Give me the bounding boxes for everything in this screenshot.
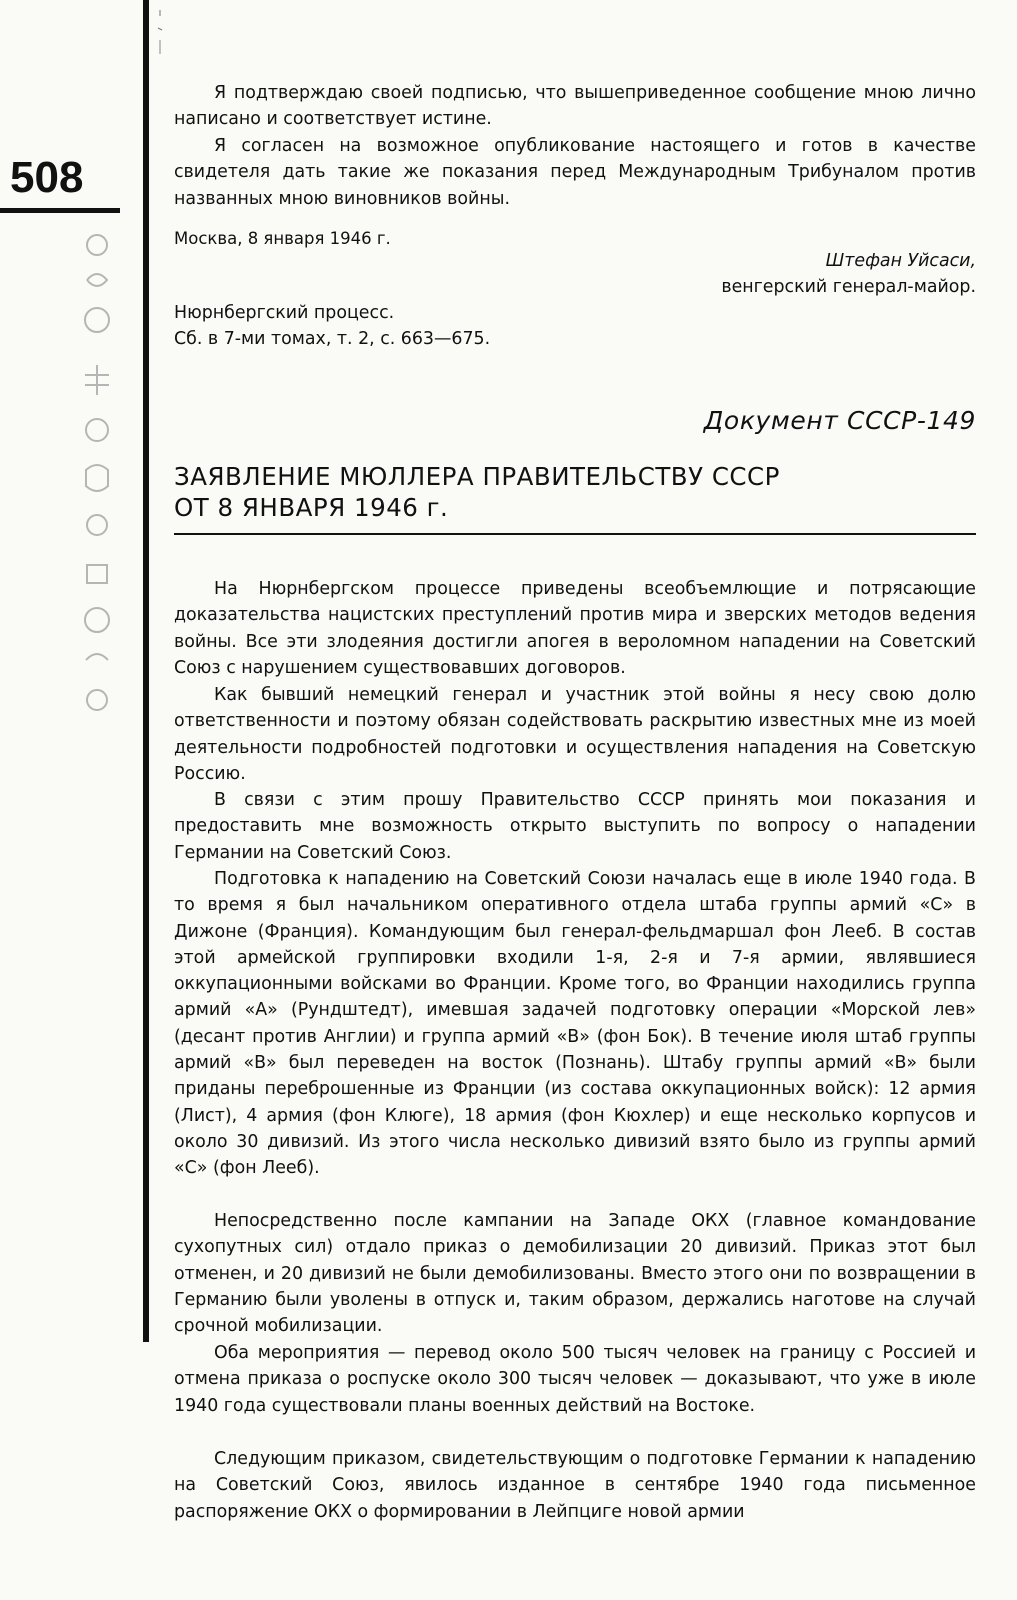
confirmation-paragraph: Я подтверждаю своей подписью, что вышеприведенное сообщение мною лично написано и соответствует истине. (174, 83, 976, 130)
body-paragraph-1: На Нюрнбергском процессе приведены всеобъемлющие и потрясающие доказательства нацистских преступлений против мира и зверских методов ведения войны. Все эти злодеяния достигли апогея в вероломном нападении на Советский Союз с нарушением существовавших договоров. (174, 579, 976, 678)
document-title-line-1: ЗАЯВЛЕНИЕ МЮЛЛЕРА ПРАВИТЕЛЬСТВУ СССР (174, 462, 780, 491)
page-number: 508 (10, 153, 84, 202)
body-paragraph-6: Оба мероприятия — перевод около 500 тысяч человек на границу с Россией и отмена приказа о роспуске около 300 тысяч человек — доказывают, что уже в июле 1940 года существовали планы военных действий на Востоке. (174, 1343, 976, 1416)
body-paragraph-4: Подготовка к нападению на Советский Союзи началась еще в июле 1940 года. В то время я был начальником оперативного отдела штаба группы армий «С» в Дижоне (Франция). Командующим был генерал-фельдмаршал фон Лееб. В состав этой армейской группировки входили 1-я, 2-я и 7-я армии, являвшиеся оккупационными войсками во Франции. Кроме того, во Франции находились группа армий «А» (Рундштедт), имевшая задачей подготовку операции «Морской лев» (десант против Англии) и группа армий «В» (фон Бок). В течение июля штаб группы армий «В» был переведен на восток (Познань). Штабу группы армий «В» были приданы переброшенные из Франции (из состава оккупационных войск): 12 армия (Лист), 4 армия (фон Клюге), 18 армия (фон Кюхлер) и еще несколько корпусов и около 30 дивизий. Из этого числа несколько дивизий взято было из группы армий «С» (фон Лееб). (174, 869, 976, 1179)
margin-bar (143, 0, 149, 1342)
title-rule (174, 533, 976, 535)
source-line-2: Сб. в 7-ми томах, т. 2, с. 663—675. (174, 329, 491, 349)
signature-name: Штефан Уйсаси, (825, 251, 976, 271)
signature-title: венгерский генерал-майор. (721, 277, 976, 297)
body-paragraph-5: Непосредственно после кампании на Западе ОКХ (главное командование сухопутных сил) отдало приказ о демобилизации 20 дивизий. Приказ этот был отменен, и 20 дивизий не были демобилизованы. Вместо этого они по возвращении в Германию были уволены в отпуск и, таким образом, держались наготове на случай срочной мобилизации. (174, 1211, 976, 1337)
body-paragraph-3: В связи с этим прошу Правительство СССР принять мои показания и предоставить мне возможность открыто выступить по вопросу о нападении Германии на Советский Союз. (174, 790, 976, 863)
page-number-rule (0, 208, 120, 213)
document-title (174, 461, 780, 523)
document-title-line-2: ОТ 8 ЯНВАРЯ 1946 г. (174, 493, 449, 522)
source-line-1: Нюрнбергский процесс. (174, 303, 395, 323)
margin-stamp-artifact (52, 225, 142, 745)
document-label: Документ СССР-149 (703, 406, 976, 435)
scan-artifact-top (154, 8, 166, 58)
consent-paragraph: Я согласен на возможное опубликование настоящего и готов в качестве свидетеля дать такие же показания перед Международным Трибуналом против названных мною виновников войны. (174, 136, 976, 209)
place-date: Москва, 8 января 1946 г. (174, 229, 391, 248)
body-paragraph-7: Следующим приказом, свидетельствующим о подготовке Германии к нападению на Советский Союз, явилось изданное в сентябре 1940 года письменное распоряжение ОКХ о формировании в Лейпциге новой армии (174, 1449, 976, 1522)
body-paragraph-2: Как бывший немецкий генерал и участник этой войны я несу свою долю ответственности и поэтому обязан содействовать раскрытию известных мне из моей деятельности подробностей подготовки и осуществления нападения на Советскую Россию. (174, 685, 976, 784)
